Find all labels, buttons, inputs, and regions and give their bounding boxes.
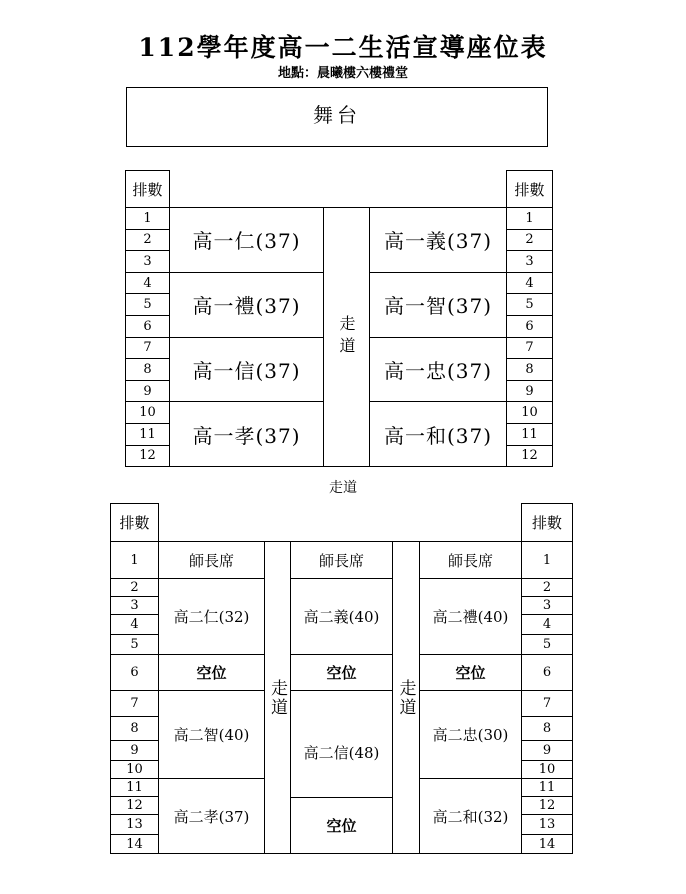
row-header-left: 排數 (110, 503, 159, 542)
page-title: 112學年度高一二生活宣導座位表 (138, 33, 548, 62)
row-number-right: 5 (506, 293, 553, 316)
row-number-left: 4 (125, 272, 170, 295)
row-number-left: 3 (125, 250, 170, 273)
class-block-left: 高一孝(37) (169, 401, 324, 467)
row-number-right: 13 (521, 814, 573, 835)
class-block: 高二義(40) (290, 578, 393, 655)
teacher-seat: 師長席 (290, 541, 393, 579)
row-number-left: 12 (110, 796, 159, 815)
class-block-right: 高一忠(37) (369, 337, 507, 403)
row-number-left: 2 (125, 229, 170, 252)
row-number-left: 13 (110, 814, 159, 835)
empty-seat: 空位 (158, 654, 265, 691)
row-number-right: 5 (521, 634, 573, 655)
class-block: 高二智(40) (158, 690, 265, 779)
vertical-aisle: 走道 (323, 207, 370, 467)
row-number-left: 6 (110, 654, 159, 691)
row-number-left: 2 (110, 578, 159, 597)
empty-seat: 空位 (290, 654, 393, 691)
class-block-right: 高一義(37) (369, 207, 507, 273)
row-number-left: 11 (110, 778, 159, 797)
row-number-right: 2 (521, 578, 573, 597)
row-header-right: 排數 (521, 503, 573, 542)
row-number-right: 6 (521, 654, 573, 691)
row-number-left: 10 (110, 760, 159, 779)
row-number-right: 1 (506, 207, 553, 230)
row-number-left: 11 (125, 423, 170, 446)
class-block: 高二信(48) (290, 690, 393, 814)
row-number-right: 14 (521, 834, 573, 854)
teacher-seat: 師長席 (158, 541, 265, 579)
class-block: 高二忠(30) (419, 690, 522, 779)
row-number-right: 3 (521, 596, 573, 615)
teacher-seat: 師長席 (419, 541, 522, 579)
row-number-right: 10 (521, 760, 573, 779)
row-number-left: 1 (125, 207, 170, 230)
row-number-right: 4 (506, 272, 553, 295)
row-number-right: 12 (521, 796, 573, 815)
row-number-right: 11 (521, 778, 573, 797)
row-number-left: 5 (110, 634, 159, 655)
row-number-right: 1 (521, 541, 573, 579)
empty-seat: 空位 (290, 797, 393, 854)
row-number-right: 7 (506, 337, 553, 360)
row-number-left: 6 (125, 315, 170, 338)
class-block: 高二仁(32) (158, 578, 265, 655)
class-block: 高二和(32) (419, 778, 522, 854)
row-number-left: 10 (125, 401, 170, 424)
row-number-left: 9 (125, 380, 170, 403)
row-header-right: 排數 (506, 170, 553, 208)
row-header-left: 排數 (125, 170, 170, 208)
row-number-left: 1 (110, 541, 159, 579)
row-number-left: 9 (110, 740, 159, 761)
stage-box: 舞台 (126, 87, 548, 147)
class-block: 高二孝(37) (158, 778, 265, 854)
row-number-right: 9 (521, 740, 573, 761)
vertical-aisle: 走道 (392, 541, 420, 854)
row-number-left: 4 (110, 614, 159, 635)
row-number-left: 8 (110, 716, 159, 741)
row-number-right: 8 (506, 358, 553, 381)
row-number-right: 4 (521, 614, 573, 635)
class-block-left: 高一禮(37) (169, 272, 324, 338)
row-number-right: 11 (506, 423, 553, 446)
row-number-right: 2 (506, 229, 553, 252)
class-block-right: 高一和(37) (369, 401, 507, 467)
row-number-left: 12 (125, 445, 170, 468)
row-number-left: 3 (110, 596, 159, 615)
horizontal-aisle-label: 走道 (329, 480, 357, 496)
row-number-right: 8 (521, 716, 573, 741)
vertical-aisle: 走道 (264, 541, 291, 854)
row-number-left: 7 (110, 690, 159, 717)
row-number-left: 14 (110, 834, 159, 854)
row-number-right: 3 (506, 250, 553, 273)
row-number-left: 7 (125, 337, 170, 360)
row-number-right: 9 (506, 380, 553, 403)
row-number-left: 5 (125, 293, 170, 316)
row-number-right: 10 (506, 401, 553, 424)
location-subtitle: 地點：晨曦樓六樓禮堂 (277, 66, 408, 81)
class-block-left: 高一仁(37) (169, 207, 324, 273)
empty-seat: 空位 (419, 654, 522, 691)
row-number-right: 7 (521, 690, 573, 717)
class-block-left: 高一信(37) (169, 337, 324, 403)
class-block-right: 高一智(37) (369, 272, 507, 338)
row-number-right: 6 (506, 315, 553, 338)
class-block: 高二禮(40) (419, 578, 522, 655)
row-number-left: 8 (125, 358, 170, 381)
row-number-right: 12 (506, 445, 553, 468)
